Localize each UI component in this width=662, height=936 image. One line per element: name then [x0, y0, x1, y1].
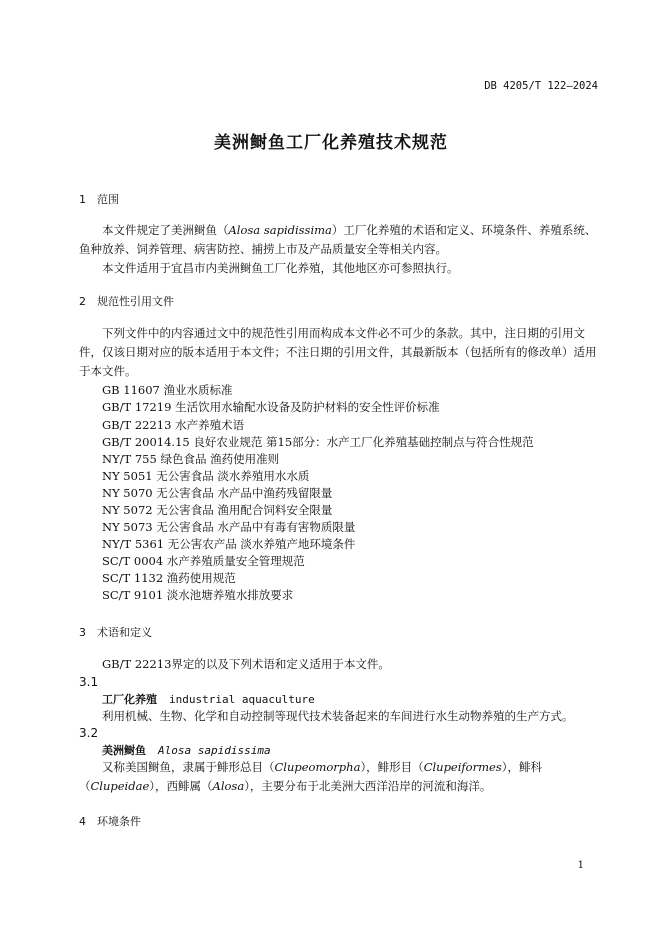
- section-title: 范围: [97, 193, 119, 206]
- term-number: 3.2: [79, 726, 99, 740]
- term-en: Alosa sapidissima: [158, 744, 271, 757]
- text: ）工厂化养殖的术语和定义、环境条件、养殖系统、鱼种放养、饲养管理、病害防控、捕捞上市及产品质量安全等相关内容。: [79, 223, 597, 256]
- section-1-heading: [79, 191, 119, 207]
- document-title: 美洲鲥鱼工厂化养殖技术规范: [214, 133, 448, 153]
- term-definition: 利用机械、生物、化学和自动控制等现代技术装备起来的车间进行水生动物养殖的生产方式。: [102, 709, 574, 723]
- reference-item: NY 5073 无公害食品 水产品中有毒有害物质限量: [102, 520, 356, 534]
- text: ），西鲱属（: [149, 779, 213, 793]
- term-zh: 工厂化养殖: [102, 693, 157, 706]
- text: ），鲱形目（: [360, 760, 424, 774]
- reference-item: NY 5070 无公害食品 水产品中渔药残留限量: [102, 486, 333, 500]
- reference-item: GB/T 22213 水产养殖术语: [102, 418, 245, 432]
- reference-item: GB/T 17219 生活饮用水输配水设备及防护材料的安全性评价标准: [102, 400, 440, 414]
- term-en: industrial aquaculture: [169, 693, 315, 706]
- term-number: 3.1: [79, 675, 99, 689]
- section-3-heading: [79, 624, 152, 640]
- latin-name: Clupeiformes: [423, 760, 502, 774]
- reference-item: SC/T 0004 水产养殖质量安全管理规范: [102, 554, 305, 568]
- section-title: 规范性引用文件: [97, 295, 174, 308]
- latin-name: Clupeomorpha: [274, 760, 361, 774]
- term-heading: [102, 691, 315, 707]
- page-number: 1: [577, 860, 584, 871]
- section-2-heading: [79, 293, 174, 309]
- term-definition: [79, 758, 599, 796]
- text: ），主要分布于北美洲大西洋沿岸的河流和海洋。: [244, 779, 492, 793]
- reference-item: GB/T 20014.15 良好农业规范 第15部分：水产工厂化养殖基础控制点与符合性规范: [102, 435, 534, 449]
- section-number: 1: [79, 193, 86, 206]
- reference-item: NY/T 755 绿色食品 渔药使用准则: [102, 452, 280, 466]
- reference-item: SC/T 9101 淡水池塘养殖水排放要求: [102, 588, 294, 602]
- section-3-intro: GB/T 22213界定的以及下列术语和定义适用于本文件。: [102, 657, 390, 671]
- reference-item: NY/T 5361 无公害农产品 淡水养殖产地环境条件: [102, 537, 356, 551]
- reference-item: GB 11607 渔业水质标准: [102, 383, 233, 397]
- term-zh: 美洲鲥鱼: [102, 744, 146, 757]
- reference-item: SC/T 1132 渔药使用规范: [102, 571, 236, 585]
- text: 本文件规定了美洲鲥鱼（: [102, 223, 229, 237]
- standard-code: DB 4205/T 122—2024: [484, 80, 598, 92]
- section-2-intro: 下列文件中的内容通过文中的规范性引用而构成本文件必不可少的条款。其中，注日期的引用文件，仅该日期对应的版本适用于本文件；不注日期的引用文件，其最新版本（包括所有的修改单）适用于本文件。: [79, 326, 597, 378]
- section-title: 术语和定义: [97, 626, 152, 639]
- section-1-paragraph-2: 本文件适用于宜昌市内美洲鲥鱼工厂化养殖，其他地区亦可参照执行。: [102, 261, 459, 275]
- reference-item: NY 5051 无公害食品 淡水养殖用水水质: [102, 469, 310, 483]
- latin-name: Clupeidae: [90, 779, 150, 793]
- term-heading: [102, 742, 271, 758]
- text: 又称美国鲥鱼，隶属于鲱形总目（: [102, 760, 275, 774]
- section-number: 3: [79, 626, 86, 639]
- section-number: 2: [79, 295, 86, 308]
- section-1-paragraph-1: [79, 221, 599, 259]
- latin-name: Alosa: [212, 779, 245, 793]
- section-number: 4: [79, 815, 86, 828]
- section-4-heading: [79, 813, 141, 829]
- section-title: 环境条件: [97, 815, 141, 828]
- latin-name: Alosa sapidissima: [228, 223, 332, 237]
- reference-item: NY 5072 无公害食品 渔用配合饲料安全限量: [102, 503, 333, 517]
- text: ），鲱科（: [79, 760, 542, 793]
